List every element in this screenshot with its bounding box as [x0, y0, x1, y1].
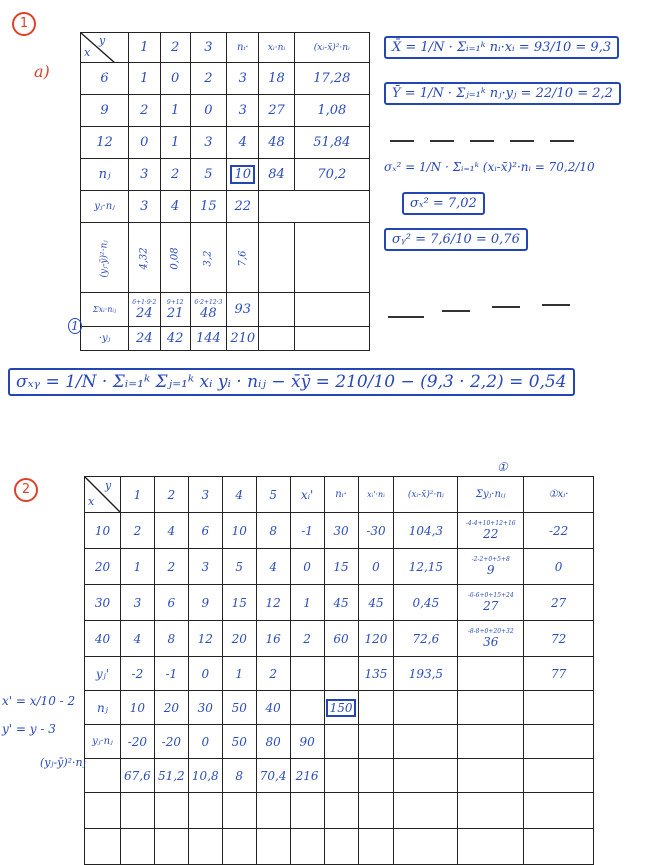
table-cell: -22	[524, 513, 594, 549]
mean-y-formula: Ȳ = 1/N · Σⱼ₌₁ᵏ nⱼ·yⱼ = 22/10 = 2,2	[384, 86, 621, 101]
table-cell	[458, 691, 524, 725]
table-cell: 2	[154, 549, 188, 585]
table-cell: 45	[324, 585, 358, 621]
divider	[430, 140, 454, 142]
row-label	[85, 793, 121, 829]
row-label: 12	[81, 127, 129, 159]
row-label	[85, 759, 121, 793]
row-label: nⱼ	[85, 691, 121, 725]
table-cell: 20	[154, 691, 188, 725]
table-cell: 10,8	[188, 759, 222, 793]
table-cell: 16	[256, 621, 290, 657]
table-cell	[259, 293, 294, 327]
table-cell	[458, 829, 524, 865]
table-cell: 2	[256, 657, 290, 691]
transform-x-note: x' = x/10 - 2	[2, 694, 76, 708]
table-cell: 4	[160, 191, 190, 223]
table-cell	[324, 725, 358, 759]
table-cell: 3	[188, 549, 222, 585]
header-cell: 3	[188, 477, 222, 513]
divider	[470, 140, 494, 142]
table-cell: 51,84	[294, 127, 369, 159]
header-cell: 1	[129, 33, 161, 63]
table-cell: 3	[227, 95, 259, 127]
header-cell: xᵢ·nᵢ	[259, 33, 294, 63]
subpart-label: a)	[34, 62, 50, 81]
table-cell: 5	[190, 159, 226, 191]
table-cell: 30	[188, 691, 222, 725]
row-label: Σxᵢ·nᵢⱼ	[81, 293, 129, 327]
table-cell	[358, 691, 394, 725]
row-label: yⱼ·nⱼ	[85, 725, 121, 759]
table-cell: 80	[256, 725, 290, 759]
header-cell: 5	[256, 477, 290, 513]
table-cell: 72,6	[394, 621, 458, 657]
table-cell: 3	[190, 127, 226, 159]
table-cell: -2-2+0+5+8 9	[458, 549, 524, 585]
table-cell: 0	[290, 549, 324, 585]
table-cell: 90	[290, 725, 324, 759]
table-cell: 3	[129, 159, 161, 191]
table-cell: 5	[222, 549, 256, 585]
table-cell	[290, 657, 324, 691]
table-cell	[524, 759, 594, 793]
row-label	[85, 829, 121, 865]
section-1-number: 1	[12, 12, 36, 36]
row-label: yⱼ·nⱼ	[81, 191, 129, 223]
table-cell: 24	[129, 327, 161, 351]
table-cell: 0	[129, 127, 161, 159]
table-cell	[324, 793, 358, 829]
table-cell	[524, 691, 594, 725]
row-label: yⱼ'	[85, 657, 121, 691]
table-cell	[290, 793, 324, 829]
row-label: 6	[81, 63, 129, 95]
table-cell: 10	[222, 513, 256, 549]
table-cell	[259, 223, 294, 293]
table-cell: 20	[222, 621, 256, 657]
table-cell	[188, 829, 222, 865]
table-cell: 10	[120, 691, 154, 725]
table-cell	[394, 691, 458, 725]
table-cell: 84	[259, 159, 294, 191]
header-cell: Σyⱼ·nᵢⱼ	[458, 477, 524, 513]
divider	[442, 310, 470, 312]
table-cell: 0,45	[394, 585, 458, 621]
table-cell: 4	[256, 549, 290, 585]
table-cell	[458, 657, 524, 691]
table-cell	[394, 829, 458, 865]
table-cell: 8	[154, 621, 188, 657]
table-cell: 77	[524, 657, 594, 691]
table-cell	[154, 829, 188, 865]
header-cell: 2	[154, 477, 188, 513]
variance-y-result: σᵧ² = 7,6/10 = 0,76	[384, 232, 528, 247]
table-cell: 9+12 21	[160, 293, 190, 327]
column-mark: ①	[497, 460, 508, 474]
table-cell	[394, 793, 458, 829]
table-cell: 2	[190, 63, 226, 95]
table-cell	[120, 793, 154, 829]
table-cell	[358, 829, 394, 865]
table-cell: 70,2	[294, 159, 369, 191]
table-cell: -2	[120, 657, 154, 691]
table-cell: 3	[120, 585, 154, 621]
table-cell: -30	[358, 513, 394, 549]
table-cell: 0	[160, 63, 190, 95]
table-cell: 30	[324, 513, 358, 549]
table-cell: 22	[227, 191, 259, 223]
table-cell: 93	[227, 293, 259, 327]
table-cell: 12,15	[394, 549, 458, 585]
table-cell: 6·2+12·3 48	[190, 293, 226, 327]
row-label: 10	[85, 513, 121, 549]
corner-cell: x y	[81, 33, 129, 63]
table-cell: 4	[120, 621, 154, 657]
row-label: 9	[81, 95, 129, 127]
total-n-box: 10	[230, 165, 255, 184]
table-cell: 1	[120, 549, 154, 585]
table-cell	[259, 191, 370, 223]
table-cell	[290, 691, 324, 725]
row-label: 20	[85, 549, 121, 585]
table-cell: 0	[524, 549, 594, 585]
table-cell: 12	[188, 621, 222, 657]
table-cell: 4,32	[129, 223, 161, 293]
table-cell	[358, 793, 394, 829]
divider	[388, 316, 424, 318]
table-cell: 210	[227, 327, 259, 351]
table-cell: 48	[259, 127, 294, 159]
table-cell	[458, 759, 524, 793]
table-cell	[227, 159, 259, 191]
divider	[390, 140, 414, 142]
table-cell: 67,6	[120, 759, 154, 793]
row-label: (yⱼ-ȳ)²·nⱼ	[81, 223, 129, 293]
row-label: nⱼ	[81, 159, 129, 191]
table-cell: 120	[358, 621, 394, 657]
table-cell	[324, 657, 358, 691]
table-cell	[154, 793, 188, 829]
header-cell: 3	[190, 33, 226, 63]
table-cell	[358, 759, 394, 793]
table-cell: -1	[154, 657, 188, 691]
table-cell: 12	[256, 585, 290, 621]
divider	[542, 304, 570, 306]
table-cell: 1	[160, 95, 190, 127]
row-label: ·yⱼ	[81, 327, 129, 351]
table-cell: 6	[188, 513, 222, 549]
table-cell: 1,08	[294, 95, 369, 127]
table-cell: 3,2	[190, 223, 226, 293]
table-cell	[524, 829, 594, 865]
table-cell: 9	[188, 585, 222, 621]
table-cell: 4	[154, 513, 188, 549]
table-cell	[394, 725, 458, 759]
table-cell: 0	[358, 549, 394, 585]
divider	[510, 140, 534, 142]
table-cell: 6+1·9·2 24	[129, 293, 161, 327]
header-cell: xᵢ'·nᵢ	[358, 477, 394, 513]
header-cell: 4	[222, 477, 256, 513]
table-cell: 72	[524, 621, 594, 657]
transform-y-note: y' = y - 3	[2, 722, 56, 736]
row-mark-1: 1	[68, 318, 82, 334]
header-cell: 1	[120, 477, 154, 513]
table-cell	[188, 793, 222, 829]
contingency-table-1	[80, 32, 370, 351]
table-cell: 1	[129, 63, 161, 95]
table-cell: 193,5	[394, 657, 458, 691]
table-cell: 0	[188, 657, 222, 691]
table-cell	[294, 327, 369, 351]
table-cell	[290, 829, 324, 865]
contingency-table-2	[84, 476, 594, 865]
table-cell: 1	[290, 585, 324, 621]
table-cell: 0	[190, 95, 226, 127]
section-2-number: 2	[14, 478, 38, 502]
table-cell	[524, 793, 594, 829]
row-label: 40	[85, 621, 121, 657]
header-cell: (xᵢ-x̄)²·nᵢ	[394, 477, 458, 513]
table-cell: 27	[259, 95, 294, 127]
table-cell	[294, 223, 369, 293]
table-cell	[358, 725, 394, 759]
table-cell	[324, 759, 358, 793]
table-cell: -4-4+10+12+16 22	[458, 513, 524, 549]
table-cell: 18	[259, 63, 294, 95]
table-cell: -8-8+0+20+32 36	[458, 621, 524, 657]
table-cell: 2	[290, 621, 324, 657]
table-cell: 42	[160, 327, 190, 351]
table-cell: 6	[154, 585, 188, 621]
table-cell	[256, 829, 290, 865]
table-cell	[120, 829, 154, 865]
table-cell	[222, 793, 256, 829]
table-cell	[524, 725, 594, 759]
table-cell: 2	[160, 159, 190, 191]
table-cell: 104,3	[394, 513, 458, 549]
table-cell: -6-6+0+15+24 27	[458, 585, 524, 621]
mean-x-formula: X̄ = 1/N · Σᵢ₌₁ᵏ nᵢ·xᵢ = 93/10 = 9,3	[384, 40, 619, 55]
table-cell: 50	[222, 725, 256, 759]
header-cell: (xᵢ-x̄)²·nᵢ	[294, 33, 369, 63]
covariance-formula: σₓᵧ = 1/N · Σᵢ₌₁ᵏ Σⱼ₌₁ᵏ xᵢ yᵢ · nᵢⱼ − x̄ȳ = 210/10 − (9,3 · 2,2) = 0,54	[8, 372, 575, 392]
table-cell: 7,6	[227, 223, 259, 293]
table-cell: 50	[222, 691, 256, 725]
table-cell: 8	[256, 513, 290, 549]
table-cell: 4	[227, 127, 259, 159]
table-cell: 40	[256, 691, 290, 725]
table-cell: 0	[188, 725, 222, 759]
table-cell	[458, 725, 524, 759]
header-cell: nᵢ·	[227, 33, 259, 63]
table-cell: 15	[190, 191, 226, 223]
table-cell: 144	[190, 327, 226, 351]
table-cell	[259, 327, 294, 351]
table-cell: 216	[290, 759, 324, 793]
table-cell: 3	[227, 63, 259, 95]
table-cell	[222, 829, 256, 865]
table-cell: 2	[120, 513, 154, 549]
table-cell: 27	[524, 585, 594, 621]
header-cell: 2	[160, 33, 190, 63]
table-cell: 70,4	[256, 759, 290, 793]
table-cell	[256, 793, 290, 829]
table-cell	[458, 793, 524, 829]
header-cell: ①xᵢ·	[524, 477, 594, 513]
table-cell: 2	[129, 95, 161, 127]
table-cell: -20	[120, 725, 154, 759]
table-cell: 60	[324, 621, 358, 657]
table-cell: 1	[222, 657, 256, 691]
table-cell: 1	[160, 127, 190, 159]
row-label: 30	[85, 585, 121, 621]
table-cell	[324, 691, 358, 725]
table-cell	[394, 759, 458, 793]
table-cell	[294, 293, 369, 327]
table-cell	[324, 829, 358, 865]
table-cell: -1	[290, 513, 324, 549]
table-cell: 51,2	[154, 759, 188, 793]
total-n-box: 150	[326, 699, 357, 717]
variance-x-result: σₓ² = 7,02	[402, 196, 485, 211]
table-cell: 8	[222, 759, 256, 793]
table-cell: 3	[129, 191, 161, 223]
table-cell: -20	[154, 725, 188, 759]
table-cell: 45	[358, 585, 394, 621]
table-cell: 0,08	[160, 223, 190, 293]
table-cell: 135	[358, 657, 394, 691]
corner-cell: x y	[85, 477, 121, 513]
table-cell: 15	[222, 585, 256, 621]
variance-x-formula: σₓ² = 1/N · Σᵢ₌₁ᵏ (xᵢ-x̄)²·nᵢ = 70,2/10	[384, 160, 595, 174]
divider	[492, 306, 520, 308]
divider	[550, 140, 574, 142]
table-cell: 15	[324, 549, 358, 585]
variance-row-label: (yⱼ-ȳ)²·nⱼ	[40, 756, 86, 769]
table-cell: 17,28	[294, 63, 369, 95]
header-cell: nᵢ·	[324, 477, 358, 513]
header-cell: xᵢ'	[290, 477, 324, 513]
